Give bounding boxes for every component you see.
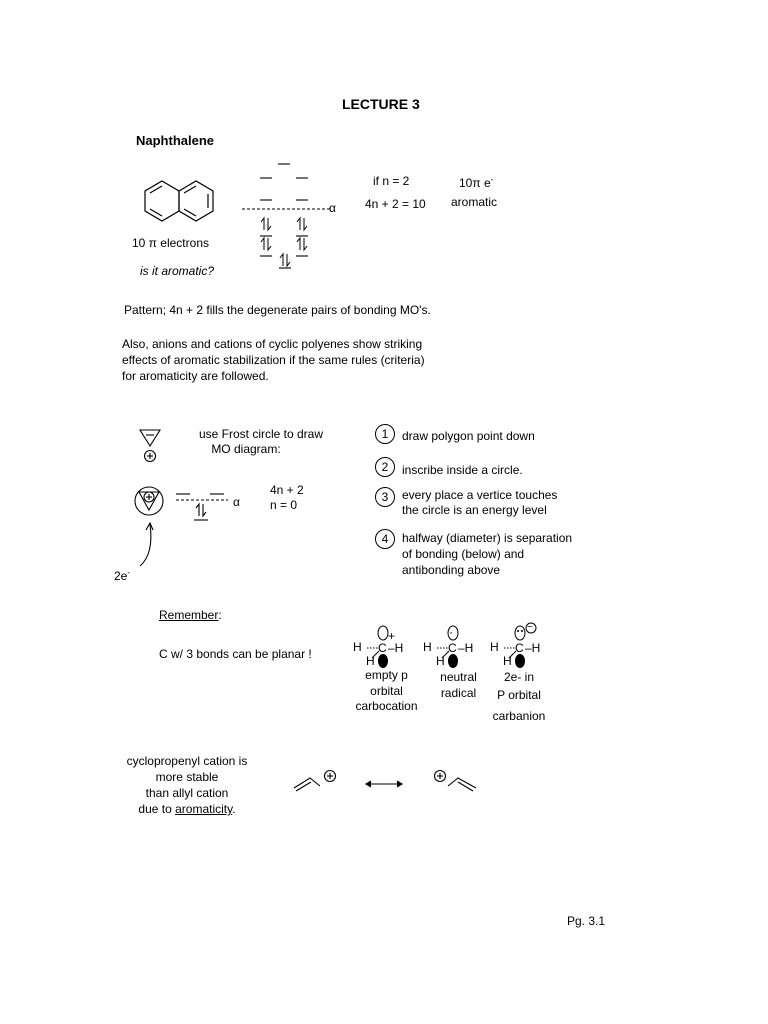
planar-statement: C w/ 3 bonds can be planar !	[159, 647, 312, 661]
remember-heading: Remember:	[159, 608, 222, 622]
cyclopropenyl-line-4: due to aromaticity.	[138, 802, 236, 816]
carbocation-label-3: carbocation	[355, 699, 418, 713]
electron-arrow	[128, 520, 158, 570]
paragraph-line-2: effects of aromatic stabilization if the same rules (criteria)	[122, 353, 425, 367]
allyl-cation-resonance	[290, 766, 490, 796]
paragraph-line-1: Also, anions and cations of cyclic polyenes show striking	[122, 337, 423, 351]
cyclopropenyl-line-1: cyclopropenyl cation is	[126, 754, 248, 768]
step-4-line-3: antibonding above	[402, 563, 501, 577]
pattern-text: Pattern; 4n + 2 fills the degenerate pairs of bonding MO's.	[124, 303, 431, 317]
plus-charge: +	[388, 629, 396, 643]
step-number-3: 3	[375, 487, 395, 507]
atom-h: H	[490, 640, 499, 654]
naphthalene-structure	[140, 178, 220, 228]
page-number: Pg. 3.1	[567, 914, 606, 928]
cyclopropenyl-cation-triangle	[138, 426, 164, 466]
carbanion-label-3: carbanion	[492, 709, 546, 723]
carbanion-label-1: 2e- in	[503, 670, 535, 684]
aromatic-question: is it aromatic?	[140, 264, 215, 278]
atom-h: H	[436, 654, 445, 668]
step-4-line-2: of bonding (below) and	[402, 547, 525, 561]
atom-c: C	[378, 641, 387, 655]
frost-circle	[132, 484, 166, 518]
pi-electron-count: 10π e-	[459, 175, 494, 190]
frost-n-value: n = 0	[270, 498, 298, 512]
radical-label-1: neutral	[440, 670, 477, 684]
atom-h: H	[423, 640, 432, 654]
step-3-line-1: every place a vertice touches	[402, 488, 558, 502]
cyclopropenyl-line-3: than allyl cation	[145, 786, 229, 800]
section-heading-naphthalene: Naphthalene	[136, 133, 215, 148]
step-3-line-2: the circle is an energy level	[402, 503, 547, 517]
bond-h: –H	[388, 641, 404, 655]
atom-h: H	[503, 654, 512, 668]
atom-h: H	[353, 640, 362, 654]
step-number-2: 2	[375, 457, 395, 477]
carbocation-label-1: empty p	[365, 668, 408, 682]
frost-mo-diagram	[172, 488, 232, 524]
frost-instruction-line-2: MO diagram:	[211, 442, 281, 456]
step-1-text: draw polygon point down	[402, 429, 535, 443]
cyclopropenyl-line-2: more stable	[155, 770, 219, 784]
carbanion-label-2: P orbital	[497, 688, 541, 702]
two-electrons-label: 2e-	[114, 568, 131, 583]
radical-label-2: radical	[440, 686, 477, 700]
aromatic-label: aromatic	[451, 195, 498, 209]
naphthalene-mo-diagram	[238, 158, 338, 273]
huckel-formula: 4n + 2 = 10	[365, 197, 426, 211]
minus-charge: −	[527, 622, 533, 633]
frost-instruction-line-1: use Frost circle to draw	[198, 427, 324, 441]
alpha-label: α	[329, 201, 336, 215]
frost-formula: 4n + 2	[270, 483, 304, 497]
step-4-line-1: halfway (diameter) is separation	[402, 531, 573, 545]
bond-h: –H	[458, 641, 474, 655]
bond-h: –H	[525, 641, 541, 655]
electrons-caption: 10 π electrons	[132, 236, 209, 250]
step-number-4: 4	[375, 529, 395, 549]
radical-dot: ·	[449, 625, 453, 639]
frost-alpha-label: α	[233, 495, 240, 509]
atom-h: H	[366, 654, 375, 668]
if-n-equals: if n = 2	[373, 174, 410, 188]
paragraph-line-3: for aromaticity are followed.	[122, 369, 269, 383]
page-title: LECTURE 3	[342, 96, 420, 112]
step-2-text: inscribe inside a circle.	[402, 463, 523, 477]
atom-c: C	[515, 641, 524, 655]
step-number-1: 1	[375, 424, 395, 444]
atom-c: C	[448, 641, 457, 655]
carbocation-label-2: orbital	[370, 684, 403, 698]
